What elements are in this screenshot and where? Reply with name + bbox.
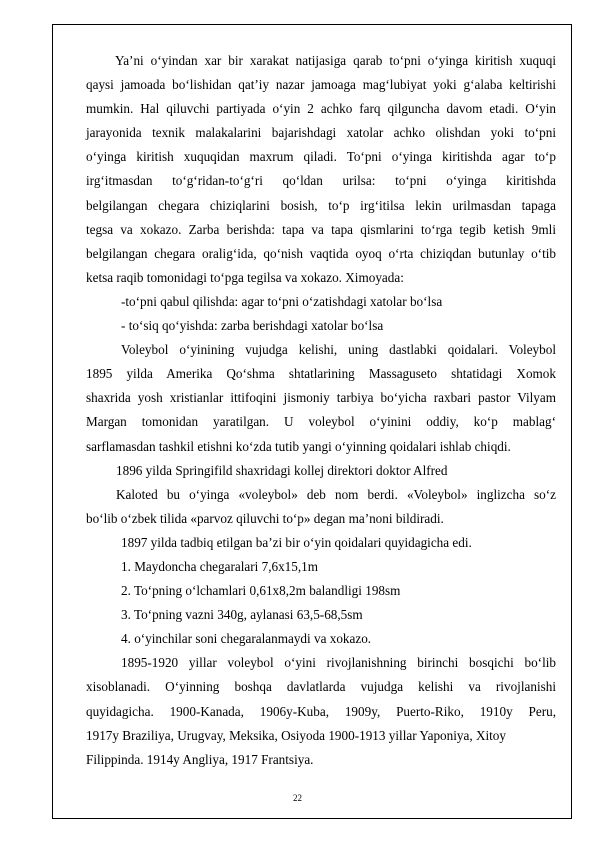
- text-line: mumkin. Hal qiluvchi partiyada o‘yin 2 achko farq qilguncha davom etadi. O‘yin: [86, 101, 556, 117]
- text-line: tegsa va xokazo. Zarba berishda: tapa va tapa qismlarini to‘rga tegib ketish 9mli: [86, 221, 556, 237]
- text-line: 1895 yilda Amerika Qo‘shma shtatlarining Massaguseto shtatidagi Xomok: [86, 366, 556, 382]
- text-line: shaxrida yosh xristianlar ittifoqini jismoniy tarbiya bo‘yicha raxbari pastor Vilyam: [86, 390, 556, 406]
- text-line: Kaloted bu o‘yinga «voleybol» deb nom berdi. «Voleybol» inglizcha so‘z: [116, 486, 556, 502]
- list-item: -to‘pni qabul qilishda: agar to‘pni o‘zatishdagi xatolar bo‘lsa: [121, 293, 443, 309]
- text-line: 1896 yilda Springifild shaxridagi kollej direktori doktor Alfred: [116, 462, 448, 478]
- text-line: Ya’ni o‘yindan xar bir xarakat natijasiga qarab to‘pni o‘yinga kiritish xuquqi: [115, 53, 556, 68]
- list-item: 4. o‘yinchilar soni chegaralanmaydi va xokazo.: [121, 631, 372, 647]
- text-line: Filippinda. 1914y Angliya, 1917 Frantsiya.: [86, 751, 314, 767]
- text-line: 1917y Braziliya, Urugvay, Meksika, Osiyoda 1900-1913 yillar Yaponiya, Xitoy: [86, 727, 506, 743]
- text-line: qaysi jamoada bo‘lishidan qat’iy nazar jamoaga mag‘lubiyat yoki g‘alaba keltirishi: [86, 77, 556, 93]
- document-body: [86, 49, 556, 772]
- text-line: o‘yinga kiritish xuquqidan maxrum qiladi. To‘pni o‘yinga kiritishda agar to‘p: [86, 149, 556, 165]
- text-line: Margan tomonidan yaratilgan. U voleybol o‘yinini oddiy, ko‘p mablag‘: [86, 414, 556, 430]
- text-line: belgilangan chegara oralig‘ida, qo‘nish vaqtida oyoq o‘rta chiziqdan butunlay o‘tib: [86, 245, 556, 261]
- text-line: belgilangan chegara chiziqlarini bosish, to‘p irg‘itilsa lekin urilmasdan tapaga: [86, 197, 556, 213]
- text-line: irg‘itmasdan to‘g‘ridan-to‘g‘ri qo‘ldan urilsa: to‘pni o‘yinga kiritishda: [86, 173, 556, 189]
- text-line: quyidagicha. 1900-Kanada, 1906y-Kuba, 1909y, Puerto-Riko, 1910y Peru,: [86, 703, 556, 719]
- list-item: 1. Maydoncha chegaralari 7,6x15,1m: [121, 558, 319, 574]
- page-number: 22: [293, 793, 302, 803]
- list-item: - to‘siq qo‘yishda: zarba berishdagi xatolar bo‘lsa: [121, 318, 384, 334]
- text-line: 1897 yilda tadbiq etilgan ba’zi bir o‘yin qoidalari quyidagicha edi.: [121, 534, 472, 550]
- text-line: sarflamasdan tashkil etishni ko‘zda tutib yangi o‘yinning qoidalari ishlab chiqdi.: [86, 438, 511, 454]
- text-line: xisoblanadi. O‘yinning boshqa davlatlarda vujudga kelishi va rivojlanishi: [86, 679, 556, 695]
- list-item: 2. To‘pning o‘lchamlari 0,61x8,2m balandligi 198sm: [121, 583, 401, 599]
- text-line: bo‘lib o‘zbek tilida «parvoz qiluvchi to‘p» degan ma’noni bildiradi.: [86, 510, 444, 526]
- text-line: jarayonida texnik malakalarini bajarishdagi xatolar achko olishdan yoki to‘pni: [86, 125, 556, 141]
- list-item: 3. To‘pning vazni 340g, aylanasi 63,5-68,5sm: [121, 607, 363, 623]
- text-line: ketsa raqib tomonidagi to‘pga tegilsa va xokazo. Ximoyada:: [86, 269, 404, 285]
- text-line: 1895-1920 yillar voleybol o‘yini rivojlanishning birinchi bosqichi bo‘lib: [121, 655, 556, 671]
- section-heading-line: Voleybol o‘yinining vujudga kelishi, uning dastlabki qoidalari. Voleybol: [121, 342, 556, 358]
